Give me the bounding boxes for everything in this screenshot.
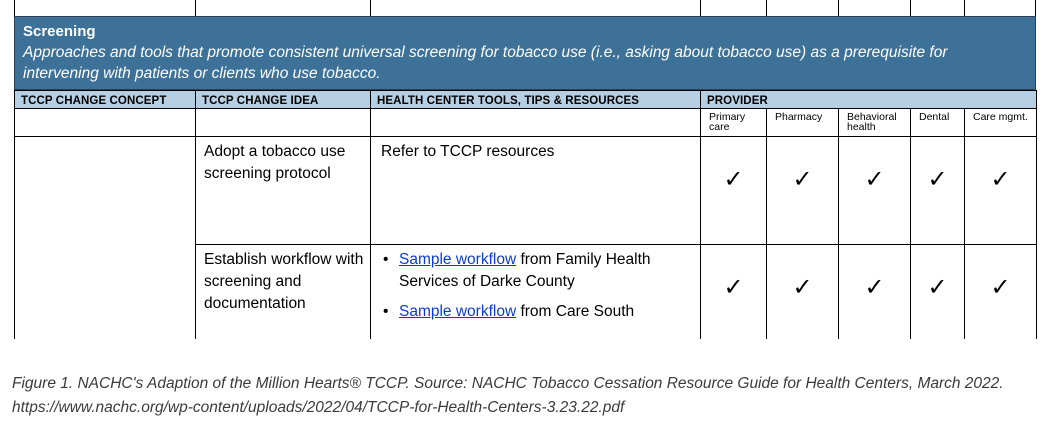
header-idea: TCCP CHANGE IDEA: [196, 91, 371, 109]
checkmark-icon: ✓: [701, 137, 767, 245]
header-concept: TCCP CHANGE CONCEPT: [15, 91, 196, 109]
concept-cell: [15, 137, 196, 339]
section-title: Screening: [23, 23, 96, 40]
empty-cell: [371, 109, 701, 137]
resource-text: Refer to TCCP resources: [371, 137, 701, 245]
change-idea: Establish workflow with screening and documentation: [196, 245, 371, 339]
checkmark-icon: ✓: [965, 245, 1037, 339]
header-resources: HEALTH CENTER TOOLS, TIPS & RESOURCES: [371, 91, 701, 109]
change-idea: Adopt a tobacco use screening protocol: [196, 137, 371, 245]
provider-pharmacy: Pharmacy: [767, 109, 839, 137]
checkmark-icon: ✓: [911, 245, 965, 339]
table-top-lines: [14, 0, 1036, 16]
section-banner: [14, 16, 1036, 90]
top-line: [1035, 0, 1036, 16]
top-line: [370, 0, 371, 16]
sample-workflow-link[interactable]: Sample workflow: [399, 303, 517, 320]
provider-subheader-row: [15, 109, 1037, 137]
top-line: [195, 0, 196, 16]
header-provider: PROVIDER: [701, 91, 1037, 109]
resource-list: [381, 249, 694, 323]
checkmark-icon: ✓: [767, 245, 839, 339]
table-row: [15, 137, 1037, 245]
empty-cell: [196, 109, 371, 137]
resource-list-cell: [371, 245, 701, 339]
checkmark-icon: ✓: [767, 137, 839, 245]
checkmark-icon: ✓: [701, 245, 767, 339]
list-item: [381, 249, 694, 293]
figure-caption: Figure 1. NACHC's Adaption of the Million Hearts® TCCP. Source: NACHC Tobacco Cessation Resource Guide for Health Centers, March 2022. https://www.nachc.org/wp-content/uploads/2022/04/TCCP-for-Health-Centers-3.23.22.pdf: [12, 375, 1004, 416]
top-line: [766, 0, 767, 16]
provider-primary-care: Primary care: [701, 109, 767, 137]
checkmark-icon: ✓: [839, 137, 911, 245]
header-row: [15, 91, 1037, 109]
empty-cell: [15, 109, 196, 137]
resource-text: from Care South: [516, 303, 635, 320]
top-line: [910, 0, 911, 16]
sample-workflow-link[interactable]: Sample workflow: [399, 251, 517, 268]
checkmark-icon: ✓: [965, 137, 1037, 245]
top-line: [838, 0, 839, 16]
section-description: Approaches and tools that promote consistent universal screening for tobacco use (i.e., asking about tobacco use) as a prerequisite for intervening with patients or clients who use tobacco.: [23, 44, 948, 82]
checkmark-icon: ✓: [911, 137, 965, 245]
tccp-table: [14, 90, 1037, 339]
tccp-document: [14, 0, 1036, 339]
resource-text: from Family Health Services of Darke County: [399, 251, 651, 290]
top-line: [700, 0, 701, 16]
top-line: [14, 0, 15, 16]
checkmark-icon: ✓: [839, 245, 911, 339]
top-line: [964, 0, 965, 16]
provider-dental: Dental: [911, 109, 965, 137]
provider-care-mgmt: Care mgmt.: [965, 109, 1037, 137]
list-item: [381, 301, 694, 323]
provider-behavioral-health: Behavioral health: [839, 109, 911, 137]
